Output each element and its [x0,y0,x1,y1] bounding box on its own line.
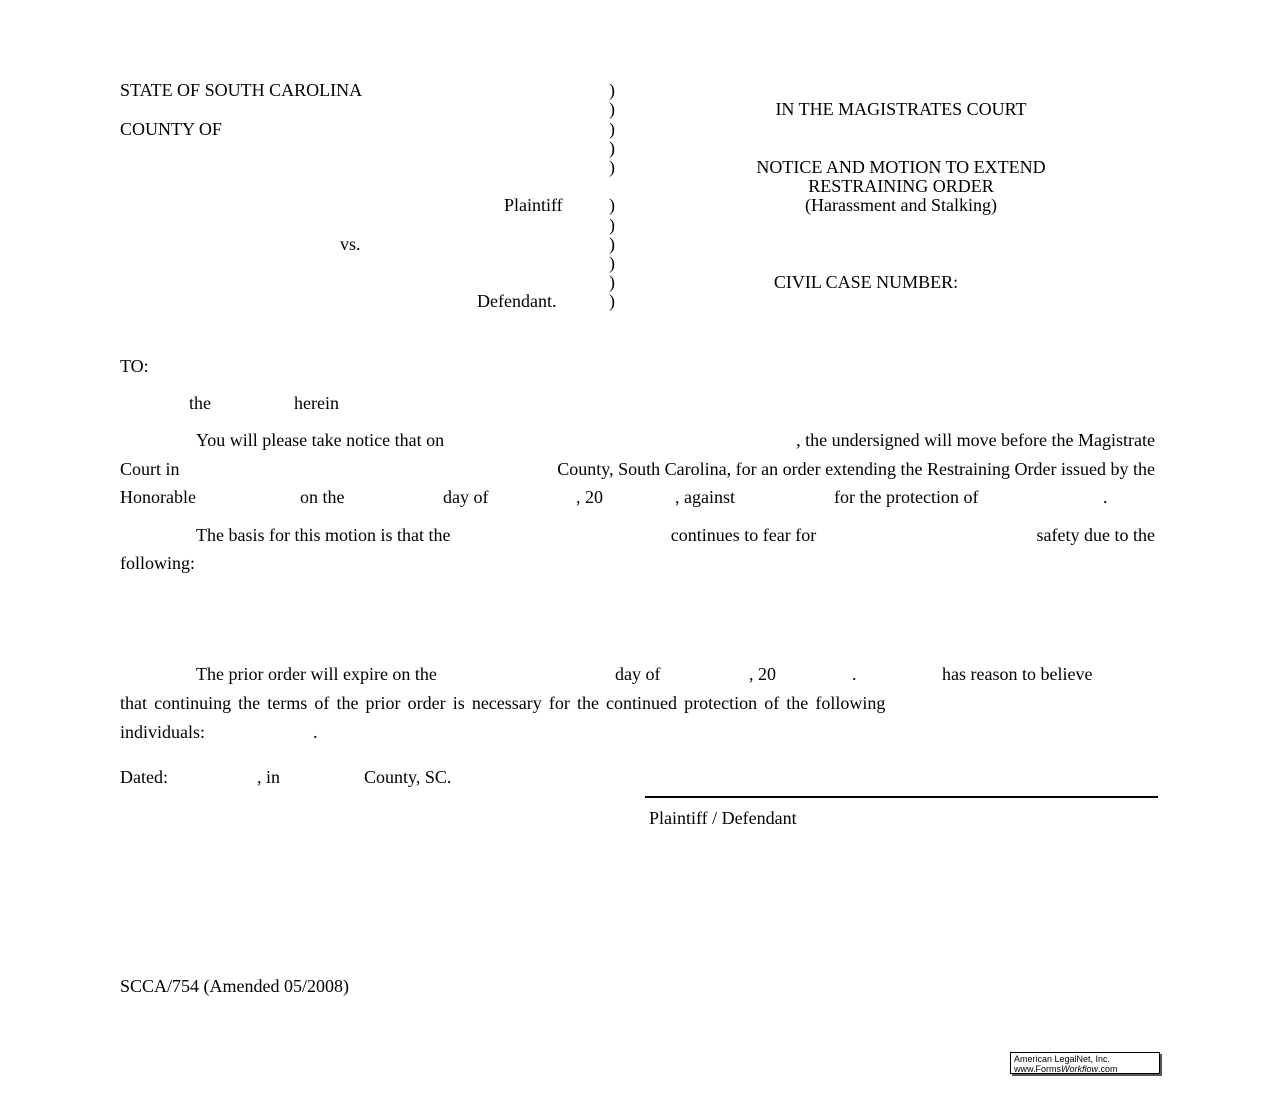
case-number-label: CIVIL CASE NUMBER: [773,272,959,292]
text-run: has reason to believe [942,664,1093,684]
state-heading: STATE OF SOUTH CAROLINA [120,80,363,100]
text-run: individuals: [120,722,205,742]
badge-url-italic: Workflow [1061,1064,1099,1074]
text-run: The prior order will expire on the [196,664,437,684]
text-line [120,488,1155,508]
badge-url [1014,1064,1159,1074]
form-id: SCCA/754 (Amended 05/2008) [120,976,349,996]
paren: ) [609,138,615,158]
paren: ) [609,119,615,139]
signature-line [645,796,1158,798]
court-name: IN THE MAGISTRATES COURT [775,99,1027,119]
badge-url-prefix: www.Forms [1014,1064,1061,1074]
document-title-line2: RESTRAINING ORDER [808,176,994,196]
text-run: , 20 [576,487,603,507]
paren: ) [609,272,615,292]
text-run: that continuing the terms of the prior order is necessary for the continued protection of the following [120,693,886,713]
text-run: day of [443,487,489,507]
text-run: for the protection of [834,487,979,507]
county-label: COUNTY OF [120,119,222,139]
text-line: following: [120,553,195,573]
paren: ) [609,291,615,311]
paren: ) [609,234,615,254]
text-run: . [1103,487,1108,507]
text-run: Honorable [120,487,196,507]
signature-label: Plaintiff / Defendant [649,808,797,828]
plaintiff-label: Plaintiff [504,195,563,215]
text-line [120,694,1155,714]
text-line [120,526,1155,546]
paren: ) [609,157,615,177]
text-run: continues to fear for [670,525,817,545]
paren: ) [609,80,615,100]
text-line [120,665,1155,685]
text-run: , 20 [749,664,776,684]
paren: ) [609,195,615,215]
badge-url-suffix: .com [1098,1064,1118,1074]
text-run: safety due to the [1036,525,1155,545]
text-run: . [313,722,318,742]
text-run: . [852,664,857,684]
paren: ) [609,215,615,235]
text-run: County, South Carolina, for an order extending the Restraining Order issued by the [557,459,1155,479]
publisher-badge[interactable] [1010,1052,1160,1074]
to-label: TO: [120,356,149,376]
paren: ) [609,253,615,273]
text-run: , the undersigned will move before the Magistrate [796,430,1155,450]
defendant-label: Defendant. [477,291,557,311]
text-run: Court in [120,459,180,479]
text-run: day of [615,664,661,684]
text-run: You will please take notice that on [196,430,445,450]
text-line [120,431,1155,451]
paren: ) [609,99,615,119]
dated-in: , in [257,767,281,787]
document-subtitle: (Harassment and Stalking) [805,195,997,215]
to-the: the [189,393,211,413]
text-line [120,723,1155,743]
text-run: on the [300,487,345,507]
badge-company: American LegalNet, Inc. [1014,1054,1111,1064]
text-run: , against [675,487,735,507]
to-herein: herein [294,393,339,413]
vs-label: vs. [340,234,361,254]
document-title-line1: NOTICE AND MOTION TO EXTEND [756,157,1046,177]
dated-label: Dated: [120,767,168,787]
text-line [120,460,1155,480]
dated-county: County, SC. [364,767,452,787]
text-run: The basis for this motion is that the [196,525,451,545]
